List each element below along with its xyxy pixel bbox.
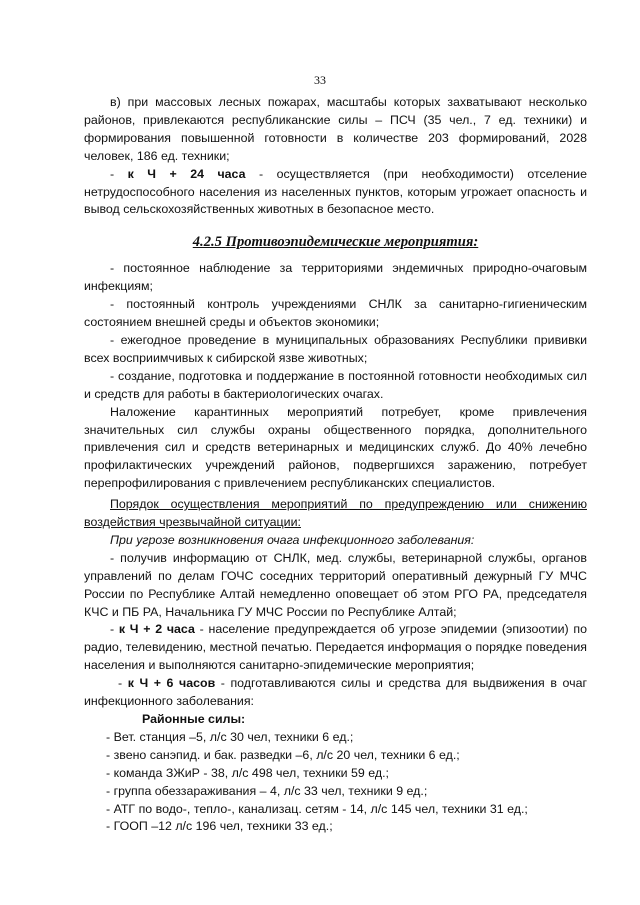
list-item: - команда ЗЖиР - 38, л/с 498 чел, техники 59 ед.;: [106, 765, 389, 780]
list-item: - звено санэпид. и бак. разведки –6, л/с 20 чел, техники 6 ед.;: [106, 747, 460, 762]
procedure-title: Порядок осуществления мероприятий по предупреждению или снижению воздействия чрезвычайной ситуации:: [84, 497, 587, 530]
list-item: - группа обеззараживания – 4, л/с 33 чел, техники 9 ед.;: [106, 783, 428, 798]
section-heading: [84, 232, 587, 252]
page-number: 33: [314, 73, 326, 87]
measure-item: - ежегодное проведение в муниципальных образованиях Республики прививки всех восприимчивых к сибирской язве животных;: [84, 332, 587, 365]
paragraph-forest-fires: в) при массовых лесных пожарах, масштабы которых захватывают несколько районов, привлекаются республиканские силы – ПСЧ (35 чел., 7 ед. техники) и формирования повышенной готовности в количестве 203 формирований, 2028 человек, 186 ед. техники;: [84, 95, 587, 163]
threat-subtitle: При угрозе возникновения очага инфекционного заболевания:: [110, 532, 475, 547]
measure-item: - постоянное наблюдение за территориями эндемичных природно-очаговым инфекциям;: [84, 261, 587, 294]
measure-item: - создание, подготовка и поддержание в постоянной готовности необходимых сил и средств для работы в бактериологических очагах.: [84, 368, 587, 401]
paragraph-quarantine: Наложение карантинных мероприятий потребует, кроме привлечения значительных сил службы охраны общественного порядка, дополнительного привлечения сил и средств ветеринарных и медицинских служб. До 40% лечебно профилактических учреждений районов, подвергшихся заражению, потребует перепрофилирования с привлечением республиканских специалистов.: [84, 404, 587, 491]
time-marker-h24: к Ч + 24 часа: [127, 166, 246, 181]
paragraph-h2: - к Ч + 2 часа - население предупреждается об угрозе эпидемии (эпизоотии) по радио, телевидению, местной печатью. Передается информация о порядке поведения населения и выполняются санитарно-эпидемические мероприятия;: [84, 622, 587, 673]
list-item: - АТГ по водо-, тепло-, канализац. сетям - 14, л/с 145 чел, техники 31 ед.;: [106, 801, 528, 816]
list-item: - ГООП –12 л/с 196 чел, техники 33 ед.;: [106, 819, 333, 834]
page-body: [84, 94, 587, 836]
district-forces-title: Районные силы:: [142, 712, 246, 726]
paragraph-h24: - к Ч + 24 часа - осуществляется (при необходимости) отселение нетрудоспособного населения из населенных пунктов, которым угрожает опасность и вывод сельскохозяйственных животных в безопасное место.: [84, 166, 587, 217]
measure-item: - постоянный контроль учреждениями СНЛК за санитарно-гигиеническим состоянием внешней среды и объектов экономики;: [84, 297, 587, 330]
paragraph-information: - получив информацию от СНЛК, мед. службы, ветеринарной службы, органов управлений по делам ГОЧС соседних территорий оперативный дежурный ГУ МЧС России по Республике Алтай немедленно оповещает об этом РГО РА, председателя КЧС и ПБ РА, Начальника ГУ МЧС России по Республике Алтай;: [84, 550, 587, 619]
time-marker-h2: к Ч + 2 часа: [118, 622, 195, 637]
list-item: - Вет. станция –5, л/с 30 чел, техники 6 ед.;: [106, 729, 354, 744]
time-marker-h6: к Ч + 6 часов: [127, 676, 216, 691]
section-title: Противоэпидемические мероприятия:: [225, 234, 479, 251]
section-number: 4.2.5: [192, 234, 222, 251]
paragraph-h6: - к Ч + 6 часов - подготавливаются силы и средства для выдвижения в очаг инфекционного заболевания:: [84, 676, 587, 709]
